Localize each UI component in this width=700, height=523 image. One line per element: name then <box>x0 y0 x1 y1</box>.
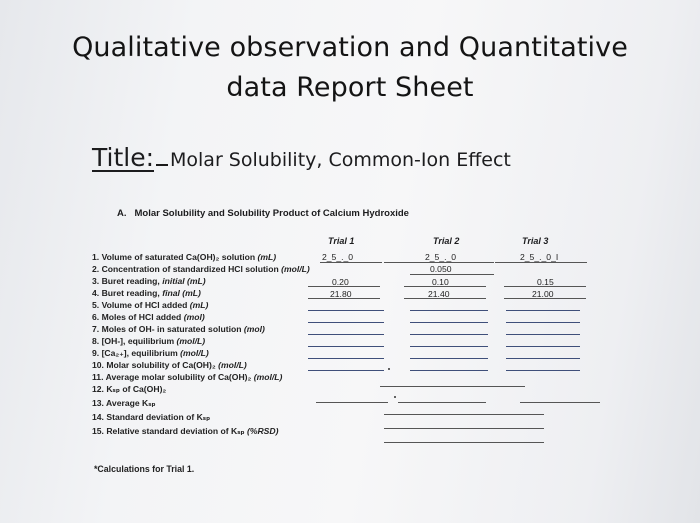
row-6 <box>92 312 205 323</box>
row-8 <box>92 336 205 347</box>
row-label: Standard deviation of Kₛₚ <box>106 412 211 422</box>
stdev-ksp-blank[interactable] <box>384 428 544 429</box>
trial-2-blank-9[interactable] <box>410 358 488 359</box>
trial-1-initial: 0.20 <box>332 277 349 287</box>
trial-3-blank-1[interactable] <box>495 262 587 263</box>
row-label: Buret reading, <box>101 288 160 298</box>
row-number: 1. <box>92 252 100 262</box>
trial-3-blank-8[interactable] <box>506 346 580 347</box>
trial-1-header: Trial 1 <box>328 236 355 246</box>
title-field <box>92 143 511 172</box>
row-7 <box>92 324 265 335</box>
title-underscore <box>156 164 168 166</box>
row-number: 10. <box>92 360 104 370</box>
trial-1-blank-8[interactable] <box>308 346 384 347</box>
row-unit: (mol/L) <box>253 372 283 382</box>
row-label: Kₛₚ of Ca(OH)₂ <box>106 384 167 394</box>
trial-3-blank-12[interactable] <box>520 402 600 403</box>
row-number: 7. <box>92 324 100 334</box>
row-3 <box>92 276 206 287</box>
row-number: 8. <box>92 336 100 346</box>
trial-2-blank-7[interactable] <box>410 334 488 335</box>
report-title <box>0 28 700 108</box>
row-number: 14. <box>92 412 104 422</box>
row-4 <box>92 288 201 299</box>
avg-ksp-blank[interactable] <box>384 414 544 415</box>
trial-2-initial: 0.10 <box>432 277 449 287</box>
row-label: Molar solubility of Ca(OH)₂ <box>106 360 216 370</box>
trial-2-header: Trial 2 <box>433 236 460 246</box>
section-a-heading <box>117 208 409 219</box>
row-unit: (mol) <box>243 324 265 334</box>
row-1 <box>92 252 276 263</box>
trial-1-blank-12[interactable] <box>316 402 388 403</box>
row-13 <box>92 398 156 409</box>
row-11 <box>92 372 282 383</box>
row-14 <box>92 412 210 423</box>
trial-1-blank-5[interactable] <box>308 310 384 311</box>
trial-3-final: 21.00 <box>532 289 554 299</box>
trial-2-blank-5[interactable] <box>410 310 488 311</box>
row-unit: (%RSD) <box>246 426 279 436</box>
trial-2-blank-10[interactable] <box>410 370 488 371</box>
row-unit: (mol/L) <box>281 264 310 274</box>
row-number: 12. <box>92 384 104 394</box>
row-label: Concentration of standardized HCl solution <box>101 264 279 274</box>
row-number: 2. <box>92 264 100 274</box>
title-label: Title: <box>92 143 154 172</box>
row-label: Volume of HCl added <box>101 300 188 310</box>
trial-2-blank-8[interactable] <box>410 346 488 347</box>
trial-2-final: 21.40 <box>428 289 450 299</box>
section-letter: A. <box>117 208 127 219</box>
row-unit: (mol) <box>183 312 205 322</box>
row-label: Volume of saturated Ca(OH)₂ solution <box>101 252 256 262</box>
row-unit: (mol/L) <box>180 348 209 358</box>
row-12 <box>92 384 166 395</box>
row-unit: (mL) <box>189 300 209 310</box>
report-title-line1: Qualitative observation and Quantitative <box>72 32 628 63</box>
row-unit: final (mL) <box>162 288 201 298</box>
row-unit: (mol/L) <box>176 336 206 346</box>
row-number: 11. <box>92 372 104 382</box>
row-label: Relative standard deviation of Kₛₚ <box>106 426 245 436</box>
row-label: Average molar solubility of Ca(OH)₂ <box>105 372 252 382</box>
row-label: Moles of HCl added <box>101 312 182 322</box>
row-number: 3. <box>92 276 100 286</box>
trial-3-header: Trial 3 <box>522 236 549 246</box>
trial-3-blank-9[interactable] <box>506 358 580 359</box>
rsd-ksp-blank[interactable] <box>384 442 544 443</box>
avg-solubility-blank[interactable] <box>380 386 525 387</box>
row-number: 15. <box>92 426 104 436</box>
trial-1-volume: 2_5_._0 <box>322 252 354 262</box>
mark-dot <box>388 368 390 370</box>
row-label: Buret reading, <box>101 276 160 286</box>
trial-2-concentration: 0.050 <box>430 264 452 274</box>
trial-3-blank-7[interactable] <box>506 334 580 335</box>
row-5 <box>92 300 208 311</box>
title-value: Molar Solubility, Common-Ion Effect <box>170 149 511 171</box>
row-15 <box>92 426 278 437</box>
trial-2-blank-6[interactable] <box>410 322 488 323</box>
row-10 <box>92 360 247 371</box>
section-heading-text: Molar Solubility and Solubility Product of Calcium Hydroxide <box>134 208 409 219</box>
trial-2-blank-1[interactable] <box>384 262 494 263</box>
trial-1-blank-1[interactable] <box>320 262 382 263</box>
trial-3-blank-6[interactable] <box>506 322 580 323</box>
row-number: 5. <box>92 300 100 310</box>
trial-3-blank-5[interactable] <box>506 310 580 311</box>
trial-3-volume: 2_5_._0_I <box>520 252 559 262</box>
trial-2-volume: 2_5_._0 <box>425 252 457 262</box>
trial-3-initial: 0.15 <box>537 277 554 287</box>
row-label: Average Kₛₚ <box>106 398 156 408</box>
trial-1-blank-9[interactable] <box>308 358 384 359</box>
row-unit: (mL) <box>257 252 277 262</box>
calculations-footnote: *Calculations for Trial 1. <box>94 464 195 474</box>
row-label: [OH-], equilibrium <box>101 336 175 346</box>
row-number: 6. <box>92 312 100 322</box>
trial-3-blank-10[interactable] <box>506 370 580 371</box>
row-9 <box>92 348 209 359</box>
trial-1-blank-6[interactable] <box>308 322 384 323</box>
row-2 <box>92 264 310 275</box>
trial-2-blank-2[interactable] <box>410 274 494 275</box>
row-unit: initial (mL) <box>162 276 206 286</box>
mark-dot <box>394 396 396 398</box>
row-number: 4. <box>92 288 100 298</box>
trial-2-blank-12[interactable] <box>398 402 486 403</box>
row-label: [Ca₂₊], equilibrium <box>101 348 178 358</box>
row-number: 9. <box>92 348 100 358</box>
row-label: Moles of OH- in saturated solution <box>101 324 242 334</box>
trial-1-blank-10[interactable] <box>308 370 384 371</box>
report-title-line2: data Report Sheet <box>226 72 474 103</box>
trial-1-final: 21.80 <box>330 289 352 299</box>
row-unit: (mol/L) <box>218 360 247 370</box>
row-number: 13. <box>92 398 104 408</box>
trial-1-blank-7[interactable] <box>308 334 384 335</box>
